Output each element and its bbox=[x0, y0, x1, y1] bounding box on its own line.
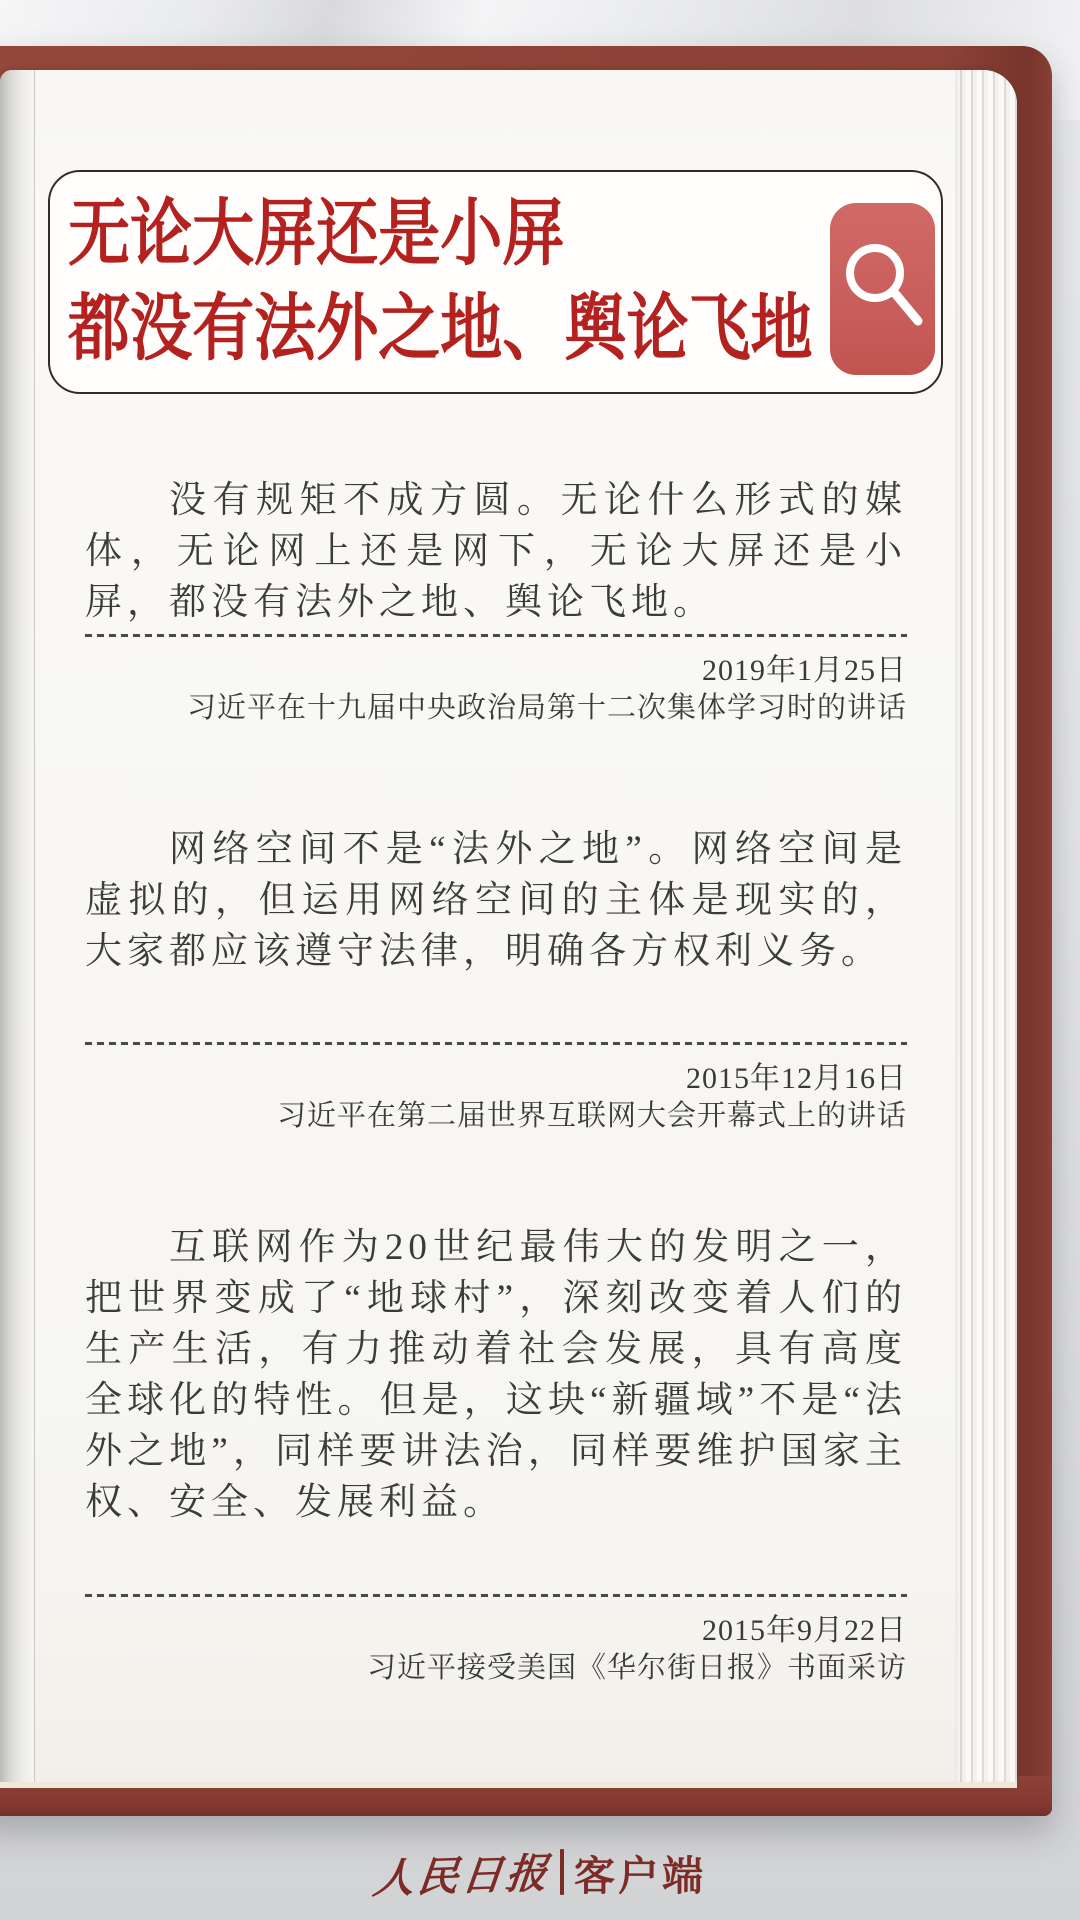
headline-box bbox=[48, 170, 943, 394]
quote-3-text: 互联网作为20世纪最伟大的发明之一，把世界变成了“地球村”，深刻改变着人们的生产生活，有力推动着社会发展，具有高度全球化的特性。但是，这块“新疆域”不是“法外之地”，同样要讲法治，同样要维护国家主权、安全、发展利益。 bbox=[85, 1227, 907, 1523]
peoples-daily-masthead: 人民日报 bbox=[370, 1849, 553, 1902]
quote-1-divider bbox=[85, 634, 907, 637]
page-left-edge bbox=[0, 70, 35, 1782]
headline-line-2: 都没有法外之地、舆论飞地 bbox=[68, 288, 813, 369]
quote-1-text: 没有规矩不成方圆。无论什么形式的媒体，无论网上还是网下，无论大屏还是小屏，都没有法外之地、舆论飞地。 bbox=[85, 480, 907, 623]
search-icon bbox=[830, 203, 935, 375]
client-label: 客户端 bbox=[574, 1852, 706, 1899]
page-edge-stack bbox=[955, 70, 1017, 1782]
quote-3-meta bbox=[85, 1612, 907, 1687]
quote-1-meta bbox=[85, 652, 907, 727]
quote-2-date: 2015年12月16日 bbox=[686, 1062, 907, 1095]
quote-3-date: 2015年9月22日 bbox=[702, 1614, 907, 1647]
logo-divider-bar bbox=[560, 1849, 564, 1895]
quote-3-source: 习近平接受美国《华尔街日报》书面采访 bbox=[366, 1652, 907, 1684]
search-button[interactable] bbox=[830, 203, 935, 375]
quote-2-source: 习近平在第二届世界互联网大会开幕式上的讲话 bbox=[276, 1100, 907, 1132]
quote-3-divider bbox=[85, 1594, 907, 1597]
peoples-daily-client-logo bbox=[0, 1842, 1080, 1902]
quote-2-text: 网络空间不是“法外之地”。网络空间是虚拟的，但运用网络空间的主体是现实的，大家都应该遵守法律，明确各方权利义务。 bbox=[85, 829, 907, 972]
quote-1-source: 习近平在十九届中央政治局第十二次集体学习时的讲话 bbox=[186, 692, 907, 724]
quote-2-meta bbox=[85, 1060, 907, 1135]
quote-1-date: 2019年1月25日 bbox=[702, 654, 907, 687]
quote-2-divider bbox=[85, 1042, 907, 1045]
headline-line-1: 无论大屏还是小屏 bbox=[68, 193, 565, 274]
